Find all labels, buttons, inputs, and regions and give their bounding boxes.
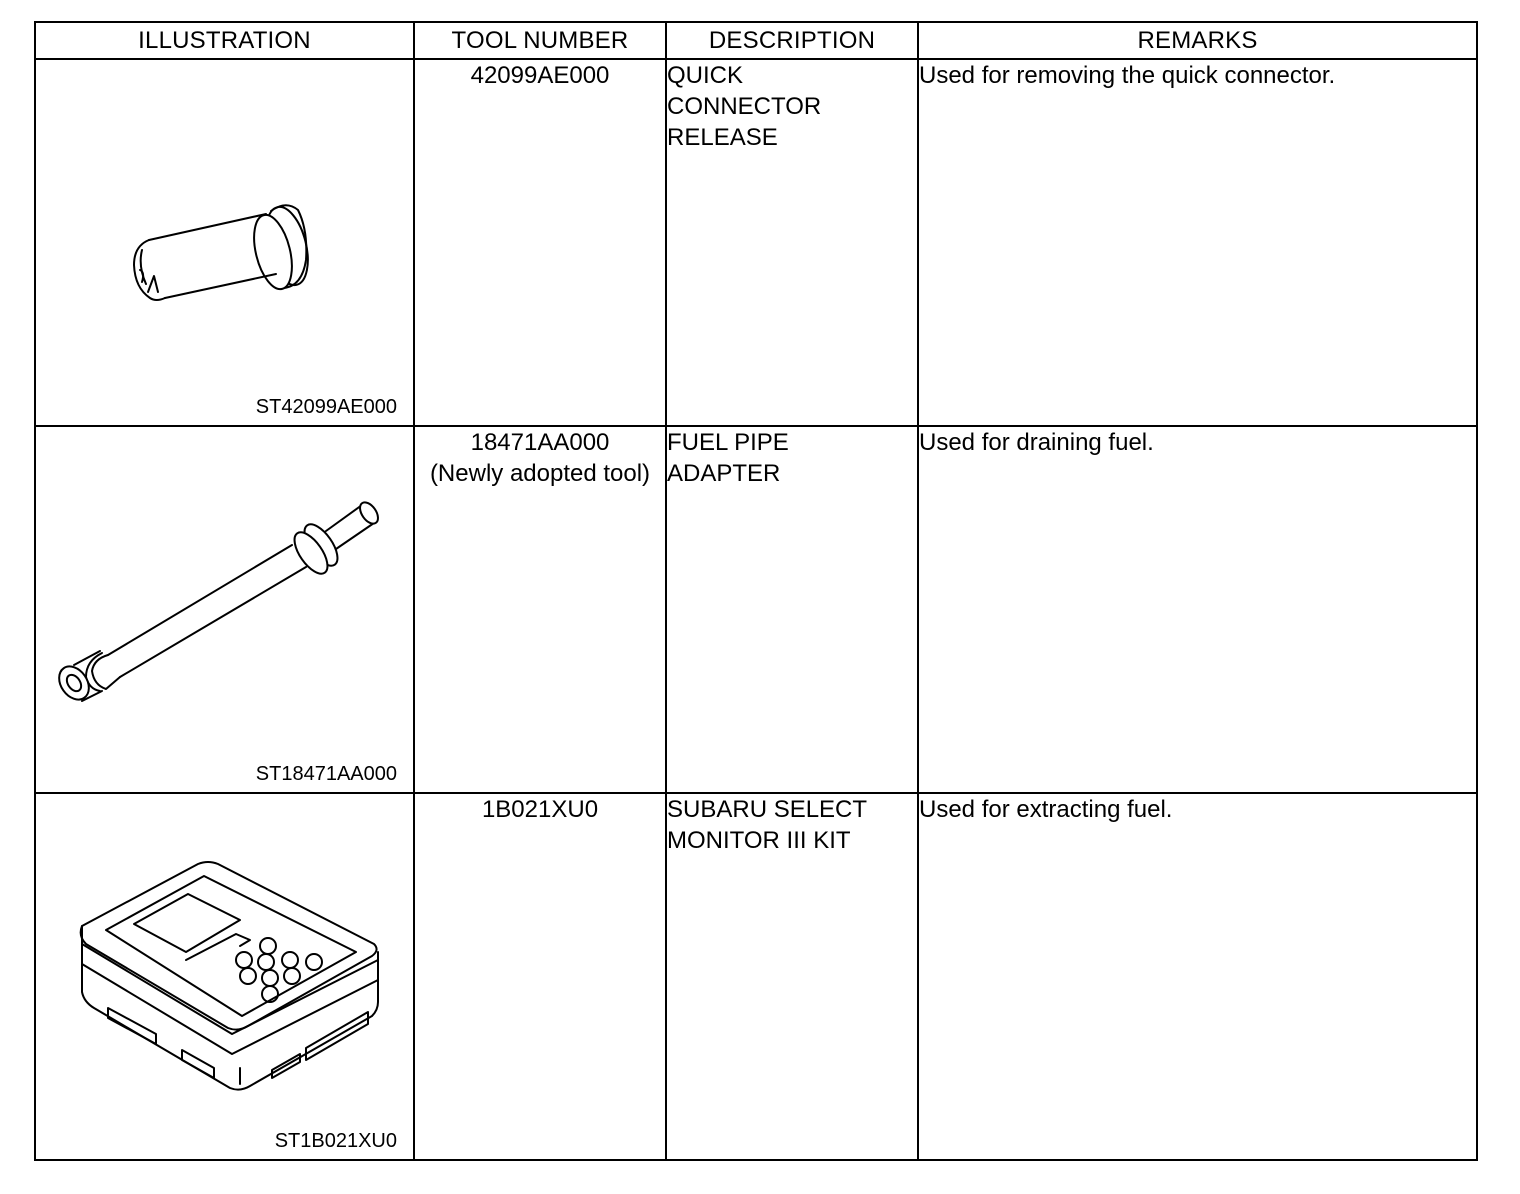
header-remarks: REMARKS (918, 22, 1477, 59)
remarks-text: Used for extracting fuel. (919, 796, 1173, 823)
description-line: RELEASE (667, 124, 778, 151)
fuel-pipe-adapter-icon (36, 427, 413, 790)
tool-number-cell (414, 59, 666, 426)
description-cell (666, 59, 918, 426)
illustration-code: ST1B021XU0 (274, 1130, 397, 1152)
header-description: DESCRIPTION (666, 22, 918, 59)
illustration-cell (35, 793, 414, 1160)
tool-number: 1B021XU0 (481, 796, 599, 823)
description-line: QUICK (667, 62, 744, 89)
description-line: FUEL PIPE (667, 429, 789, 456)
description-cell (666, 793, 918, 1160)
illustration-code: ST18471AA000 (255, 763, 397, 785)
illustration-cell (35, 426, 414, 793)
remarks-cell (918, 793, 1477, 1160)
table-row (35, 793, 1477, 1160)
tool-number: 42099AE000 (470, 62, 610, 89)
quick-connector-release-icon (36, 60, 413, 423)
header-tool-number: TOOL NUMBER (414, 22, 666, 59)
description-line: MONITOR III KIT (667, 827, 851, 854)
illustration-code: ST42099AE000 (255, 396, 397, 418)
description-line: CONNECTOR (667, 93, 822, 120)
table-row (35, 59, 1477, 426)
remarks-cell (918, 426, 1477, 793)
tool-number-cell (414, 426, 666, 793)
description-line: ADAPTER (667, 460, 781, 487)
description-line: SUBARU SELECT (667, 796, 868, 823)
tool-number-cell (414, 793, 666, 1160)
tool-number-note: (Newly adopted tool) (429, 460, 651, 487)
remarks-text: Used for draining fuel. (919, 429, 1154, 456)
remarks-text: Used for removing the quick connector. (919, 62, 1336, 89)
header-illustration: ILLUSTRATION (35, 22, 414, 59)
tool-number: 18471AA000 (470, 429, 610, 456)
remarks-cell (918, 59, 1477, 426)
table-row (35, 426, 1477, 793)
illustration-cell (35, 59, 414, 426)
header-row (35, 22, 1477, 59)
description-cell (666, 426, 918, 793)
special-tools-table (34, 21, 1478, 1161)
select-monitor-icon (36, 794, 413, 1157)
